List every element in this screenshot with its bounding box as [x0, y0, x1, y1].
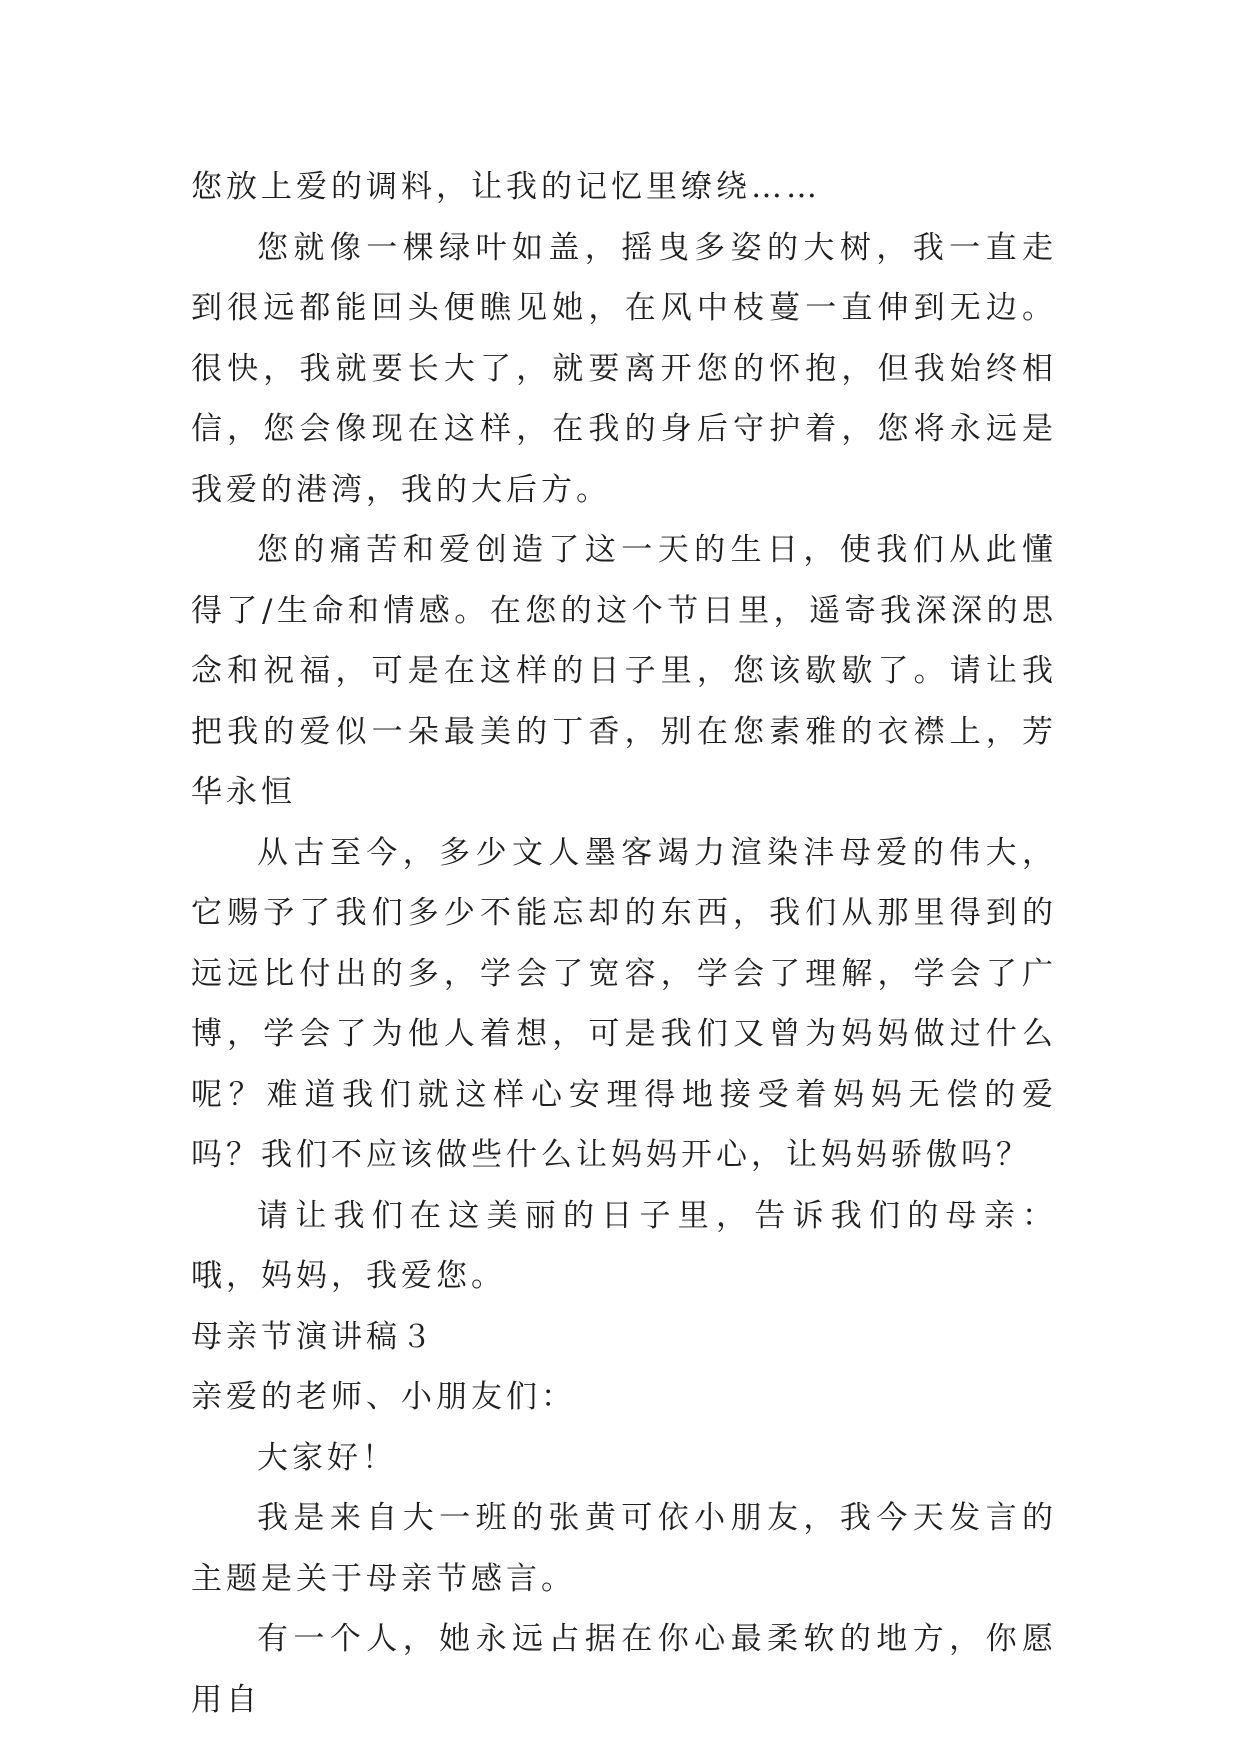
paragraph-last: 有一个人，她永远占据在你心最柔软的地方，你愿用自 — [191, 1621, 1057, 1718]
paragraph-4: 从古至今，多少文人墨客竭力渲染沣母爱的伟大，它赐予了我们多少不能忘却的东西，我们从那里得到的远远比付出的多，学会了宽容，学会了理解，学会了广博，学会了为他人着想，可是我们又曾为妈妈做过什么呢？难道我们就这样心安理得地接受着妈妈无偿的爱吗？我们不应该做些什么让妈妈开心，让妈妈骄傲吗？ — [191, 834, 1057, 1173]
paragraph-intro: 我是来自大一班的张黄可依小朋友，我今天发言的主题是关于母亲节感言。 — [191, 1500, 1057, 1597]
paragraph-3: 您的痛苦和爱创造了这一天的生日，使我们从此懂得了/生命和情感。在您的这个节日里，遥寄我深深的思念和祝福，可是在这样的日子里，您该歇歇了。请让我把我的爱似一朵最美的丁香，别在您素雅的衣襟上，芳华永恒 — [191, 532, 1057, 810]
greeting: 大家好！ — [257, 1439, 397, 1476]
paragraph-5: 请让我们在这美丽的日子里，告诉我们的母亲：哦，妈妈，我爱您。 — [191, 1197, 1057, 1294]
paragraph-1: 您放上爱的调料，让我的记忆里缭绕…… — [191, 169, 821, 205]
document-body — [191, 157, 1057, 1730]
paragraph-2: 您就像一棵绿叶如盖，摇曳多姿的大树，我一直走到很远都能回头便瞧见她，在风中枝蔓一直伸到无边。很快，我就要长大了，就要离开您的怀抱，但我始终相信，您会像现在这样，在我的身后守护着，您将永远是我爱的港湾，我的大后方。 — [191, 229, 1057, 508]
salutation: 亲爱的老师、小朋友们： — [191, 1379, 576, 1415]
section-heading: 母亲节演讲稿３ — [191, 1318, 436, 1355]
